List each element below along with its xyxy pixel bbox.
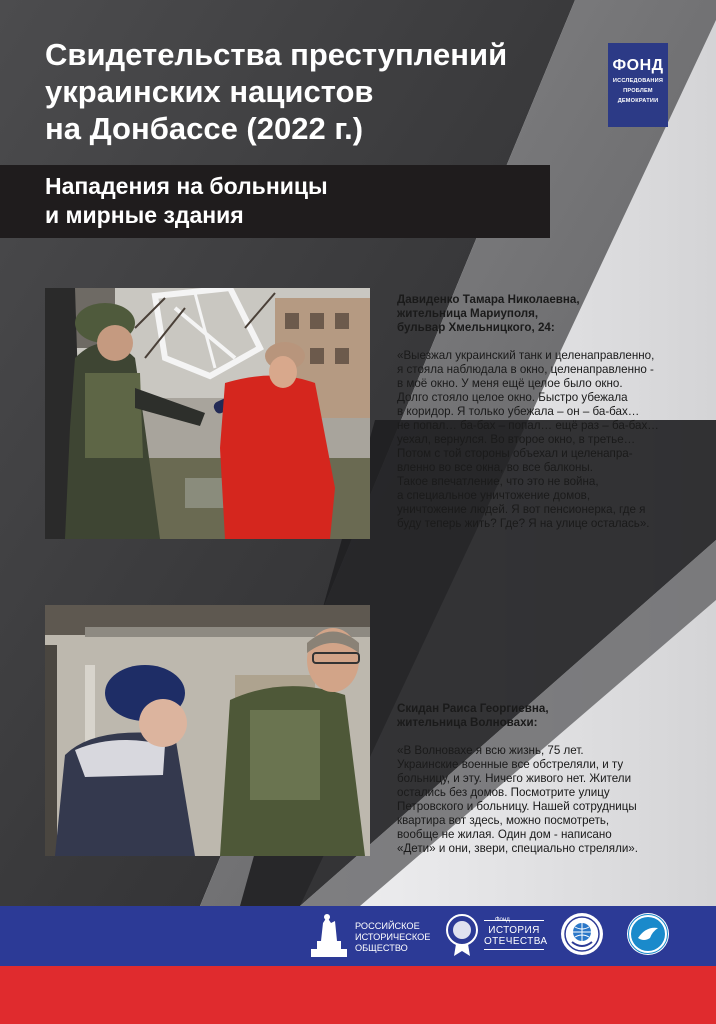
partner-text-line: ИСТОРИЯ bbox=[488, 925, 540, 936]
name-line: жительница Мариуполя, bbox=[397, 307, 539, 320]
logo-line: ДЕМОКРАТИИ bbox=[617, 98, 659, 104]
quote-line: Петровского и больницу. Нашей сотрудницы bbox=[397, 800, 637, 813]
quote-line: буду теперь жить? Где? Я на улице осталась». bbox=[397, 517, 650, 530]
quote-line: Такое впечатление, что это не война, bbox=[397, 475, 599, 488]
quote-line: Долго стояло целое окно. Быстро убежала bbox=[397, 391, 628, 404]
quote-line: «Дети» и они, звери, специально стреляли». bbox=[397, 842, 638, 855]
quote-line: «В Волновахе я всю жизнь, 75 лет. bbox=[397, 744, 584, 757]
partner-text-small: Фонд bbox=[495, 917, 510, 923]
dove-emblem-icon bbox=[626, 912, 670, 956]
testimony-davidenko bbox=[397, 293, 697, 531]
quote-line: вообще не жилая. Один дом - написано bbox=[397, 828, 612, 841]
partner-text-line: РОССИЙСКОЕ bbox=[355, 921, 420, 931]
quote-line: больницу, и эту. Ничего живого нет. Жители bbox=[397, 772, 632, 785]
testimony-quote bbox=[397, 349, 697, 531]
title-line: на Донбассе (2022 г.) bbox=[45, 111, 364, 146]
quote-line: в моё окно. У меня ещё целое было окно. bbox=[397, 377, 623, 390]
footer-flag-red-stripe bbox=[0, 966, 716, 1024]
quote-line: уничтожение людей. Я вот пенсионерка, где я bbox=[397, 503, 646, 516]
poster-subtitle bbox=[45, 172, 328, 230]
testimony-quote bbox=[397, 744, 697, 856]
poster-title bbox=[45, 36, 565, 147]
medal-icon bbox=[444, 908, 480, 958]
globe-emblem-icon bbox=[560, 912, 604, 956]
subtitle-line: Нападения на больницы bbox=[45, 173, 328, 199]
quote-line: не попал… ба-бах – попал… ещё раз – ба-бах… bbox=[397, 419, 659, 432]
divider bbox=[484, 949, 544, 950]
photo-interview-mariupol bbox=[45, 288, 370, 539]
name-line: Скидан Раиса Георгиевна, bbox=[397, 702, 549, 715]
divider bbox=[484, 920, 544, 921]
logo-line: ПРОБЛЕМ bbox=[623, 88, 653, 94]
partner-text-line: ОБЩЕСТВО bbox=[355, 943, 408, 953]
quote-line: Потом с той стороны объехал и целенапра- bbox=[397, 447, 633, 460]
logo-line: ФОНД bbox=[612, 57, 664, 74]
testimony-name bbox=[397, 293, 697, 335]
monument-icon bbox=[307, 913, 351, 959]
quote-line: вленно во все окна, во все балконы. bbox=[397, 461, 593, 474]
fund-logo bbox=[608, 43, 668, 127]
name-line: бульвар Хмельницкого, 24: bbox=[397, 321, 555, 334]
partner-text-line: ОТЕЧЕСТВА bbox=[484, 936, 548, 947]
logo-line: ИССЛЕДОВАНИЯ bbox=[612, 78, 664, 84]
quote-line: Украинские военные все обстреляли, и ту bbox=[397, 758, 624, 771]
partner-text-line: ИСТОРИЧЕСКОЕ bbox=[355, 932, 431, 942]
testimony-skidan bbox=[397, 702, 697, 856]
title-line: украинских нацистов bbox=[45, 74, 374, 109]
name-line: Давиденко Тамара Николаевна, bbox=[397, 293, 580, 306]
quote-line: уехал, вернулся. Во второе окно, в третье… bbox=[397, 433, 636, 446]
quote-line: а специальное уничтожение домов, bbox=[397, 489, 591, 502]
photo-interview-volnovakha bbox=[45, 605, 370, 856]
name-line: жительница Волновахи: bbox=[397, 716, 538, 729]
quote-line: остались без домов. Посмотрите улицу bbox=[397, 786, 610, 799]
title-line: Свидетельства преступлений bbox=[45, 37, 508, 72]
quote-line: «Выезжал украинский танк и целенаправленно, bbox=[397, 349, 655, 362]
quote-line: квартира вот здесь, можно посмотреть, bbox=[397, 814, 610, 827]
subtitle-line: и мирные здания bbox=[45, 202, 244, 228]
testimony-name bbox=[397, 702, 697, 730]
quote-line: в коридор. Я только убежала – он – ба-бах… bbox=[397, 405, 640, 418]
quote-line: я стояла наблюдала в окно, целенаправленно - bbox=[397, 363, 654, 376]
